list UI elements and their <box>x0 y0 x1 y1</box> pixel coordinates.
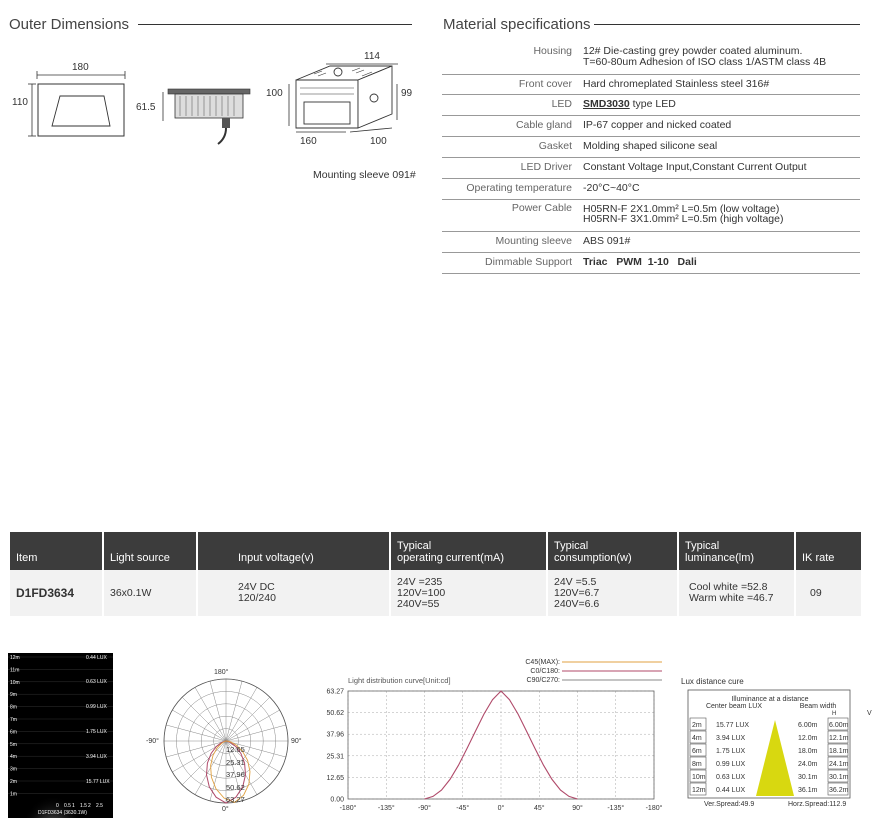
spec-row <box>442 40 860 75</box>
beam-distance-label: 6m <box>10 729 17 736</box>
spec-row <box>442 74 860 95</box>
beam-scale-label: 1.5 <box>80 803 87 809</box>
dim-sleeve-top: 114 <box>364 51 380 62</box>
polar-diagram <box>140 665 308 817</box>
beam-caption: D1FD3634 (3630.1W) <box>38 810 87 816</box>
dim-front-height: 110 <box>12 97 28 108</box>
spec-row <box>442 199 860 232</box>
beam-distance-label: 1m <box>10 791 17 798</box>
dim-sleeve-bottom-left: 160 <box>300 136 317 147</box>
spec-row <box>442 115 860 137</box>
lux-header-1: Illuminance at a distance <box>731 696 809 703</box>
beam-scale-label: 0.5 <box>64 803 71 809</box>
title-rule <box>138 24 412 25</box>
consumption: 24V =5.5 120V=6.7 240V=6.6 <box>547 570 678 616</box>
chart-xtick-label: -180° <box>339 805 357 812</box>
spec-value: IP-67 copper and nicked coated <box>583 119 732 131</box>
side-view-drawing <box>163 89 250 144</box>
lux-distance-diagram <box>676 686 876 812</box>
beam-lux-label: 0.63 LUX <box>86 679 107 685</box>
spec-value <box>583 99 676 110</box>
light-distribution-chart <box>312 653 672 818</box>
spec-value: H05RN-F 2X1.0mm² L=0.5m (low voltage) <box>583 203 780 215</box>
dim-front-width: 180 <box>72 62 89 73</box>
spec-value-line2: H05RN-F 3X1.0mm² L=0.5m (high voltage) <box>583 213 784 225</box>
lux-width-h: 6.00m <box>798 722 818 729</box>
lux-distance: 2m <box>692 722 702 729</box>
table-header-row <box>10 532 861 570</box>
beam-lux-label: 0.44 LUX <box>86 655 107 661</box>
beam-scale-label: 1 <box>72 803 75 809</box>
spec-row <box>442 252 860 274</box>
spec-label: Housing <box>533 45 572 57</box>
chart-xtick-label: 90° <box>572 805 583 812</box>
lux-width-h: 24.0m <box>798 761 818 768</box>
lux-value: 0.99 LUX <box>716 761 746 768</box>
ver-spread: Ver.Spread:49.9 <box>704 801 755 808</box>
product-table <box>10 532 861 616</box>
spec-value: 12# Die-casting grey powder coated aluminum. <box>583 45 803 57</box>
spec-value: Triac PWM 1-10 Dali <box>583 256 697 268</box>
spec-value: -20°C~40°C <box>583 182 640 194</box>
dimension-drawings <box>0 40 436 190</box>
light-source: 36x0.1W <box>103 570 197 616</box>
spec-row <box>442 231 860 253</box>
polar-ring-label: 50.62 <box>226 783 245 792</box>
dim-side-depth: 61.5 <box>136 102 156 113</box>
item-code: D1FD3634 <box>10 570 103 616</box>
beam-distance-label: 5m <box>10 741 17 748</box>
polar-bottom-label: 0° <box>222 806 229 813</box>
lux-width-v: 24.1m <box>829 761 849 768</box>
spec-row <box>442 94 860 116</box>
spec-label: Power Cable <box>511 202 572 214</box>
title-rule <box>594 24 860 25</box>
beam-scale-label: 2 <box>88 803 91 809</box>
chart-xtick-label: -45° <box>456 805 470 812</box>
mounting-sleeve-drawing <box>289 64 398 132</box>
lux-header-beam: Beam width <box>799 703 837 710</box>
beam-distance-label: 12m <box>10 655 20 661</box>
dim-sleeve-right: 99 <box>401 88 413 99</box>
chart-ytick-label: 0.00 <box>330 796 344 804</box>
spec-value: ABS 091# <box>583 235 631 247</box>
lux-distance: 6m <box>692 748 702 755</box>
table-header: Typical luminance(lm) <box>678 532 795 570</box>
lux-width-v: 30.1m <box>829 774 849 781</box>
spec-value: Molding shaped silicone seal <box>583 140 718 152</box>
dim-sleeve-bottom-right: 100 <box>370 136 387 147</box>
polar-ring-label: 25.31 <box>226 758 245 767</box>
spec-label: Cable gland <box>515 119 572 131</box>
spec-value: Constant Voltage Input,Constant Current Output <box>583 161 807 173</box>
beam-lux-label: 3.94 LUX <box>86 754 107 760</box>
spec-value: Hard chromeplated Stainless steel 316# <box>583 78 770 90</box>
beam-distance-label: 10m <box>10 679 20 686</box>
beam-lux-label: 1.75 LUX <box>86 729 107 735</box>
spec-row <box>442 136 860 158</box>
beam-distance-label: 3m <box>10 766 17 773</box>
spec-label: LED <box>551 98 572 110</box>
beam-distance-label: 4m <box>10 754 17 761</box>
spec-row <box>442 157 860 179</box>
beam-scale-label: 2.5 <box>96 803 103 809</box>
table-header: Input voltage(v) <box>197 532 390 570</box>
lux-distance: 12m <box>692 787 706 794</box>
lux-distance: 8m <box>692 761 702 768</box>
table-header: Typical consumption(w) <box>547 532 678 570</box>
spec-value-line2: T=60-80um Adhesion of ISO class 1/ASTM class 4B <box>583 56 827 68</box>
chart-xtick-label: -90° <box>418 805 431 812</box>
table-header: Typical operating current(mA) <box>390 532 547 570</box>
chart-xtick-label: 45° <box>533 805 545 812</box>
beam-distance-label: 8m <box>10 704 17 711</box>
spec-row <box>442 178 860 200</box>
lux-value: 3.94 LUX <box>716 735 746 742</box>
outer-dimensions-title: Outer Dimensions <box>9 16 130 33</box>
beam-scale-label: 0 <box>56 803 59 809</box>
front-view-drawing <box>28 71 125 136</box>
operating-current: 24V =235 120V=100 240V=55 <box>390 570 547 616</box>
lux-value: 0.63 LUX <box>716 774 746 781</box>
lux-value: 15.77 LUX <box>716 722 750 729</box>
beam-distance-label: 11m <box>10 667 20 674</box>
input-voltage: 24V DC 120/240 <box>197 570 390 616</box>
table-header: IK rate <box>795 532 861 570</box>
lux-value: 0.44 LUX <box>716 787 746 794</box>
polar-top-label: 180° <box>214 669 229 676</box>
chart-xtick-label: -180° <box>645 805 663 812</box>
lux-width-h: 12.0m <box>798 735 818 742</box>
spec-label: LED Driver <box>520 161 572 173</box>
lux-width-v: 12.1m <box>829 735 849 742</box>
horz-spread: Horz.Spread:112.9 <box>788 801 847 808</box>
lux-header-center: Center beam LUX <box>705 703 763 710</box>
lux-header-v: V <box>867 710 872 717</box>
polar-ring-label: 37.96 <box>226 770 245 779</box>
spec-label: Mounting sleeve <box>495 235 572 247</box>
beam-distance-label: 9m <box>10 692 17 699</box>
spec-label: Front cover <box>518 78 572 90</box>
polar-ring-label: 63.27 <box>226 795 245 804</box>
chart-ytick-label: 50.62 <box>326 710 344 718</box>
lux-width-v: 18.1m <box>829 748 849 755</box>
table-row <box>10 570 861 616</box>
lux-value: 1.75 LUX <box>716 748 746 755</box>
lux-width-h: 18.0m <box>798 748 818 755</box>
led-type-bold: SMD3030 <box>583 98 630 110</box>
chart-title: Light distribution curve[Unit:cd] <box>348 676 451 685</box>
polar-right-label: 90° <box>291 738 302 745</box>
lux-width-h: 30.1m <box>798 774 818 781</box>
lux-table-title: Lux distance cure <box>681 677 744 686</box>
chart-xtick-label: -135° <box>377 805 395 812</box>
chart-ytick-label: 12.65 <box>326 774 344 782</box>
mounting-sleeve-caption: Mounting sleeve 091# <box>313 169 416 181</box>
dim-sleeve-left: 100 <box>266 88 283 99</box>
beam-lux-label: 0.99 LUX <box>86 704 107 710</box>
led-type-suffix: type LED <box>629 98 676 110</box>
lux-width-v: 36.2m <box>829 787 849 794</box>
lux-width-v: 6.00m <box>829 722 849 729</box>
polar-ring-label: 12.65 <box>226 745 245 754</box>
luminance: Cool white =52.8 Warm white =46.7 <box>678 570 795 616</box>
table-header: Light source <box>103 532 197 570</box>
lux-width-h: 36.1m <box>798 787 818 794</box>
polar-left-label: -90° <box>146 738 159 745</box>
table-header: Item <box>10 532 103 570</box>
lux-distance: 10m <box>692 774 706 781</box>
chart-ytick-label: 37.96 <box>326 731 344 739</box>
spec-label: Operating temperature <box>466 182 572 194</box>
beam-distance-label: 7m <box>10 717 17 723</box>
beam-lux-label: 15.77 LUX <box>86 779 110 785</box>
beam-distance-label: 2m <box>10 779 17 785</box>
ik-rate: 09 <box>795 570 861 616</box>
chart-ytick-label: 63.27 <box>326 688 344 696</box>
chart-ytick-label: 25.31 <box>326 753 344 761</box>
chart-xtick-label: -135° <box>607 805 625 812</box>
legend-c90: C90/C270: <box>526 677 560 684</box>
lux-distance: 4m <box>692 735 702 742</box>
material-specifications-title: Material specifications <box>443 16 591 33</box>
lux-header-h: H <box>832 711 837 717</box>
spec-label: Dimmable Support <box>485 256 572 268</box>
legend-c0: C0/C180: <box>530 668 560 675</box>
beam-image <box>8 653 113 818</box>
legend-c45: C45(MAX): <box>525 659 560 666</box>
spec-label: Gasket <box>538 140 572 152</box>
chart-xtick-label: 0° <box>497 805 505 812</box>
